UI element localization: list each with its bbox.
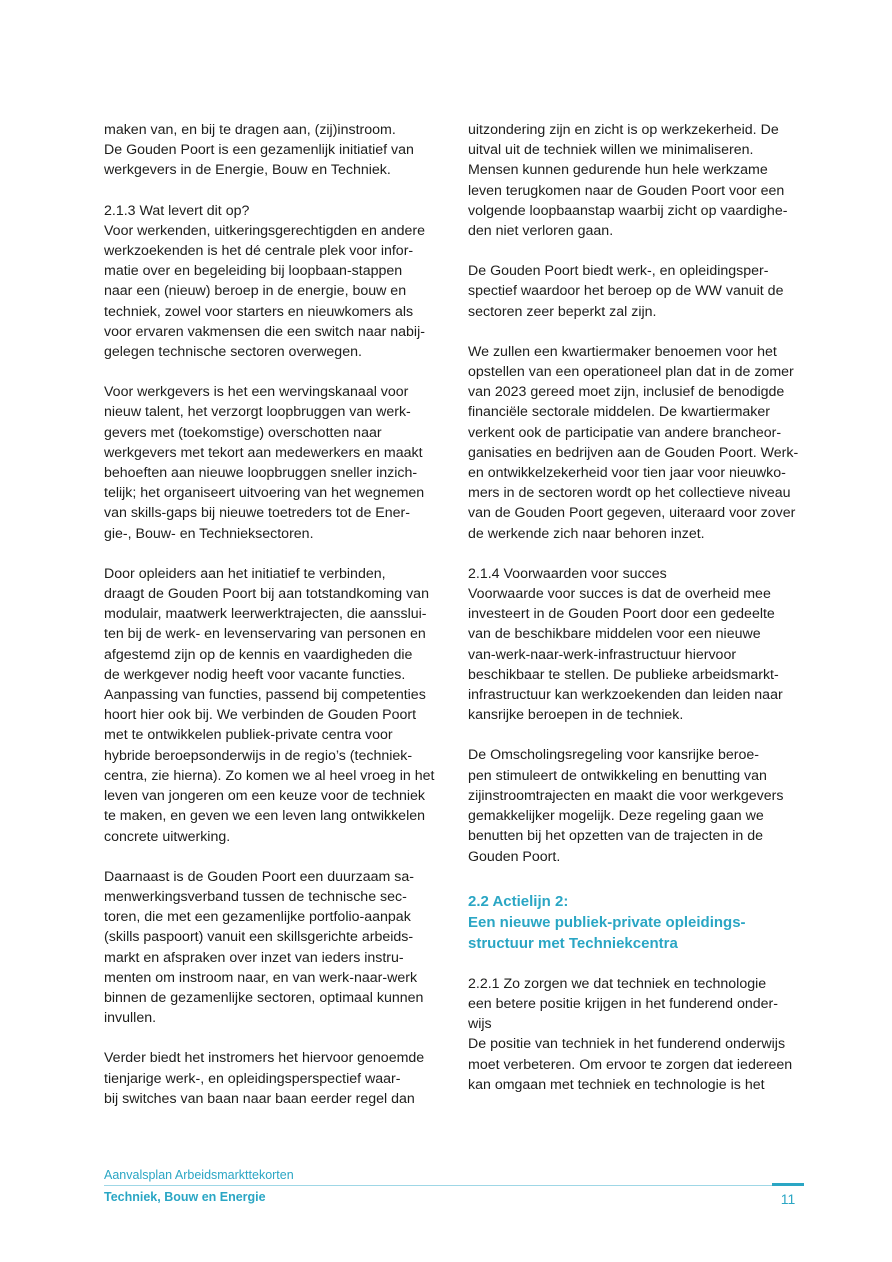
section-title-2-2: 2.2 Actielijn 2: Een nieuwe publiek-private opleidings- structuur met Techniekcentra xyxy=(468,892,746,952)
footer-document-title: Aanvalsplan Arbeidsmarkttekorten xyxy=(104,1168,294,1182)
paragraph-werkgevers: Voor werkgevers is het een wervingskanaal voor nieuw talent, het verzorgt loopbruggen van werk- gevers met (toekomstige) overschotten naar werkgevers met tekort aan medewerkers en maakt behoeften aan nieuwe loopbruggen sneller inzich- telijk; het organiseert uitvoering van het wegnemen van skills-gaps bij nieuwe toetreders tot de Ener- gie-, Bouw- en Technieksectoren. xyxy=(104,384,425,542)
paragraph-intro: maken van, en bij te dragen aan, (zij)instroom. De Gouden Poort is een gezamenlijk initiatief van werkgevers in de Energie, Bouw en Techniek. xyxy=(104,122,414,179)
paragraph-opleiders: Door opleiders aan het initiatief te verbinden, draagt de Gouden Poort bij aan totstandkoming van modulair, maatwerk leerwerktrajecten, die aansslui- ten bij de werk- en levenservaring van personen en afgestemd zijn op de kennis en vaardigheden die de werkgever nodig heeft voor vacante functies. Aanpassing van functies, passend bij competenties hoort hier ook bij. We verbinden de Gouden Poort met te ontwikkelen publiek-private centra voor hybride beroepsonderwijs in de regio’s (techniek- centra, zie hierna). Zo komen we al heel vroeg in het leven van jongeren om een keuze voor de techniek te maken, en geven we een leven lang ontwikkelen concrete uitwerking. xyxy=(104,565,435,845)
page-number-tab xyxy=(772,1183,804,1186)
paragraph-omscholing: De Omscholingsregeling voor kansrijke beroe- pen stimuleert de ontwikkeling en benutting van zijinstroomtrajecten en maakt die voor werkgevers gemakkelijker mogelijk. Deze regeling gaan we benutten bij het opzetten van de trajecten in de Gouden Poort. xyxy=(468,747,784,865)
page-footer xyxy=(104,1166,804,1216)
paragraph-positie: De positie van techniek in het funderend onderwijs moet verbeteren. Om ervoor te zorgen dat iedereen kan omgaan met techniek en technologie is het xyxy=(468,1036,793,1093)
footer-document-subtitle: Techniek, Bouw en Energie xyxy=(104,1190,266,1204)
subheading-2-2-1: 2.2.1 Zo zorgen we dat techniek en technologie een betere positie krijgen in het funderend onder- wijs xyxy=(468,975,778,1033)
page-number: 11 xyxy=(780,1191,796,1207)
paragraph-biedt: De Gouden Poort biedt werk-, en opleidingsper- spectief waardoor het beroep op de WW vanuit de sectoren zeer beperkt zal zijn. xyxy=(468,263,784,320)
paragraph-kwartiermaker: We zullen een kwartiermaker benoemen voor het opstellen van een operationeel plan dat in de zomer van 2023 gereed moet zijn, inclusief de benodigde financiële sectorale middelen. De kwartiermaker verkent ook de participatie van andere brancheor- ganisaties en bedrijven aan de Gouden Poort. Werk- en ontwikkelzekerheid voor tien jaar voor nieuwko- mers in de sectoren wordt op het collectieve niveau van de Gouden Poort gegeven, uiteraard voor zover de werkende zich naar behoren inzet. xyxy=(468,343,799,542)
paragraph-uitzondering: uitzondering zijn en zicht is op werkzekerheid. De uitval uit de techniek willen we minimaliseren. Mensen kunnen gedurende hun hele werkzame leven terugkomen naar de Gouden Poort voor een volgende loopbaanstap waarbij zicht op vaardighe- den niet verloren gaan. xyxy=(468,122,788,240)
right-column xyxy=(468,120,813,1095)
subheading-2-1-3: 2.1.3 Wat levert dit op? xyxy=(104,202,250,219)
paragraph-voorwaarde: Voorwaarde voor succes is dat de overheid mee investeert in de Gouden Poort door een gedeelte van de beschikbare middelen voor een nieuwe van-werk-naar-werk-infrastructuur hiervoor beschikbaar te stellen. De publieke arbeidsmarkt- infrastructuur kan werkzoekenden dan leiden naar kansrijke beroepen in de techniek. xyxy=(468,586,783,724)
subheading-2-1-4: 2.1.4 Voorwaarden voor succes xyxy=(468,565,667,582)
paragraph-daarnaast: Daarnaast is de Gouden Poort een duurzaam sa- menwerkingsverband tussen de technische sec- toren, die met een gezamenlijke portfolio-aanpak (skills paspoort) vanuit een skillsgerichte arbeids- markt en afspraken over inzet van ieders instru- menten om instroom naar, en van werk-naar-werk binnen de gezamenlijke sectoren, optimaal kunnen invullen. xyxy=(104,868,424,1027)
left-column xyxy=(104,120,444,1109)
footer-divider xyxy=(104,1185,804,1186)
paragraph-werkenden: Voor werkenden, uitkeringsgerechtigden en andere werkzoekenden is het dé centrale plek voor infor- matie over en begeleiding bij loopbaan-stappen naar een (nieuw) beroep in de energie, bouw en techniek, zowel voor starters en nieuwkomers als voor ervaren vakmensen die een switch naar nabij- gelegen technische sectoren overwegen. xyxy=(104,222,426,361)
paragraph-verder: Verder biedt het instromers het hiervoor genoemde tienjarige werk-, en opleidingsperspectief waar- bij switches van baan naar baan eerder regel dan xyxy=(104,1050,425,1107)
